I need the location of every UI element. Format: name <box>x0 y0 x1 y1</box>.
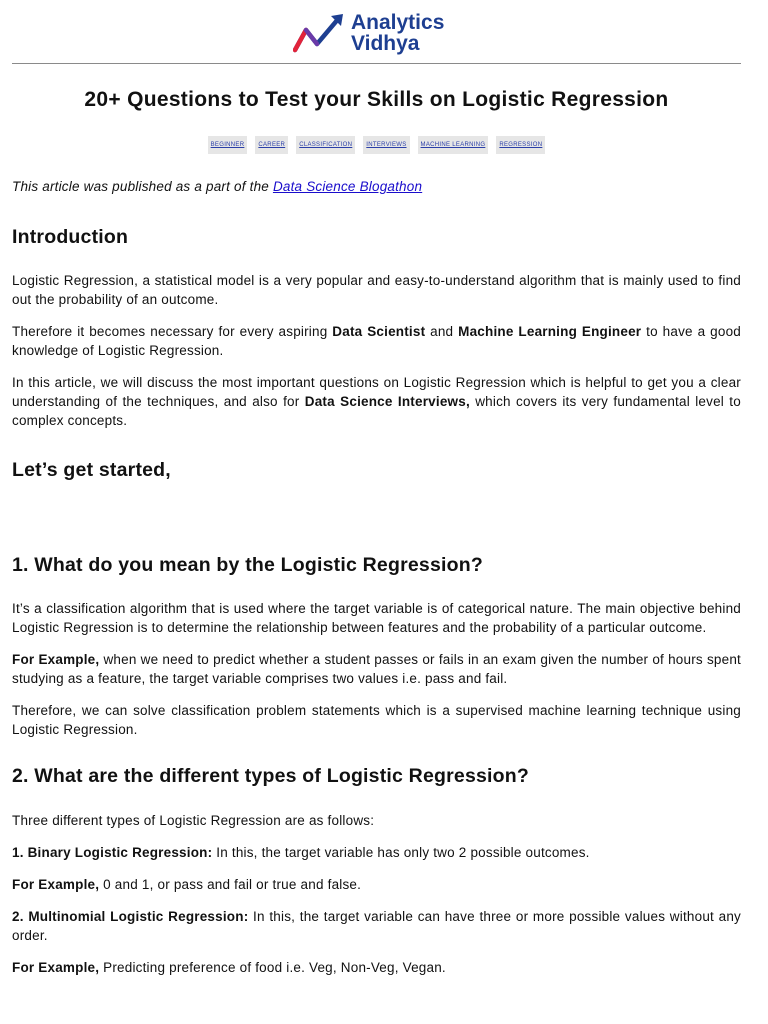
brand-name-line1: Analytics <box>351 11 445 34</box>
brand-name-line2: Vidhya <box>351 32 420 55</box>
text-run: and <box>425 324 459 339</box>
text-run: In this, the target variable has only two 2 possible outcomes. <box>212 845 590 860</box>
bold-for-example: For Example, <box>12 877 100 892</box>
tag-list <box>12 136 741 154</box>
q2-paragraph-binary-example <box>12 875 741 894</box>
article-body <box>12 64 741 977</box>
article-title: 20+ Questions to Test your Skills on Logistic Regression <box>84 88 669 111</box>
q1-paragraph-3: Therefore, we can solve classification problem statements which is a supervised machine learning technique using Logistic Regression. <box>12 703 741 737</box>
text-run: In this, the target variable can have three or more possible values without any order. <box>12 909 741 943</box>
tag-career[interactable]: CAREER <box>255 136 288 154</box>
tag-interviews[interactable]: INTERVIEWS <box>363 136 409 154</box>
text-run: Predicting preference of food i.e. Veg, Non-Veg, Vegan. <box>99 960 446 975</box>
q1-paragraph-1: It’s a classification algorithm that is used where the target variable is of categorical nature. The main objective behind Logistic Regression is to determine the relationship between features and the probability of a particular outcome. <box>12 601 741 635</box>
site-header <box>0 0 768 63</box>
question-2-heading: 2. What are the different types of Logistic Regression? <box>12 765 530 787</box>
tag-machine-learning[interactable]: MACHINE LEARNING <box>418 136 489 154</box>
byline <box>12 178 741 196</box>
text-run: when we need to predict whether a student passes or fails in an exam given the number of hours spent studying as a feature, the target variable comprises two values i.e. pass and fail. <box>12 652 741 686</box>
tag-classification[interactable]: CLASSIFICATION <box>296 136 355 154</box>
brand-name <box>351 12 444 54</box>
bold-for-example: For Example, <box>12 652 100 667</box>
blogathon-link[interactable]: Data Science Blogathon <box>272 179 423 194</box>
question-1-heading: 1. What do you mean by the Logistic Regression? <box>12 554 483 576</box>
trend-arrow-icon <box>293 13 345 53</box>
intro-paragraph-1: Logistic Regression, a statistical model is a very popular and easy-to-understand algorithm that is mainly used to find out the probability of an outcome. <box>12 273 741 307</box>
text-run: to have a good knowledge of Logistic Regression. <box>12 324 741 358</box>
tag-regression[interactable]: REGRESSION <box>496 136 545 154</box>
introduction-heading: Introduction <box>12 226 129 248</box>
q2-paragraph-multinomial <box>12 907 741 945</box>
bold-multinomial-label: 2. Multinomial Logistic Regression: <box>12 909 249 924</box>
byline-prefix: This article was published as a part of the <box>12 179 273 194</box>
lets-get-started-heading: Let’s get started, <box>12 459 171 481</box>
q2-paragraph-1: Three different types of Logistic Regression are as follows: <box>12 813 375 828</box>
bold-binary-label: 1. Binary Logistic Regression: <box>12 845 213 860</box>
text-run: In this article, we will discuss the most important questions on Logistic Regression which is helpful to get you a clear understanding of the techniques, and also for <box>12 375 741 409</box>
bold-ml-engineer: Machine Learning Engineer <box>458 324 642 339</box>
bold-data-scientist: Data Scientist <box>332 324 426 339</box>
bold-ds-interviews: Data Science Interviews, <box>304 394 470 409</box>
q1-paragraph-2 <box>12 650 741 688</box>
intro-paragraph-3 <box>12 373 741 430</box>
text-run: Therefore it becomes necessary for every aspiring <box>12 324 333 339</box>
text-run: which covers its very fundamental level to complex concepts. <box>12 394 741 428</box>
text-run: 0 and 1, or pass and fail or true and false. <box>99 877 362 892</box>
q2-paragraph-binary <box>12 843 741 862</box>
analytics-vidhya-logo[interactable] <box>293 10 444 56</box>
bold-for-example: For Example, <box>12 960 100 975</box>
tag-beginner[interactable]: BEGINNER <box>208 136 248 154</box>
intro-paragraph-2 <box>12 322 741 360</box>
q2-paragraph-multinomial-example <box>12 958 741 977</box>
